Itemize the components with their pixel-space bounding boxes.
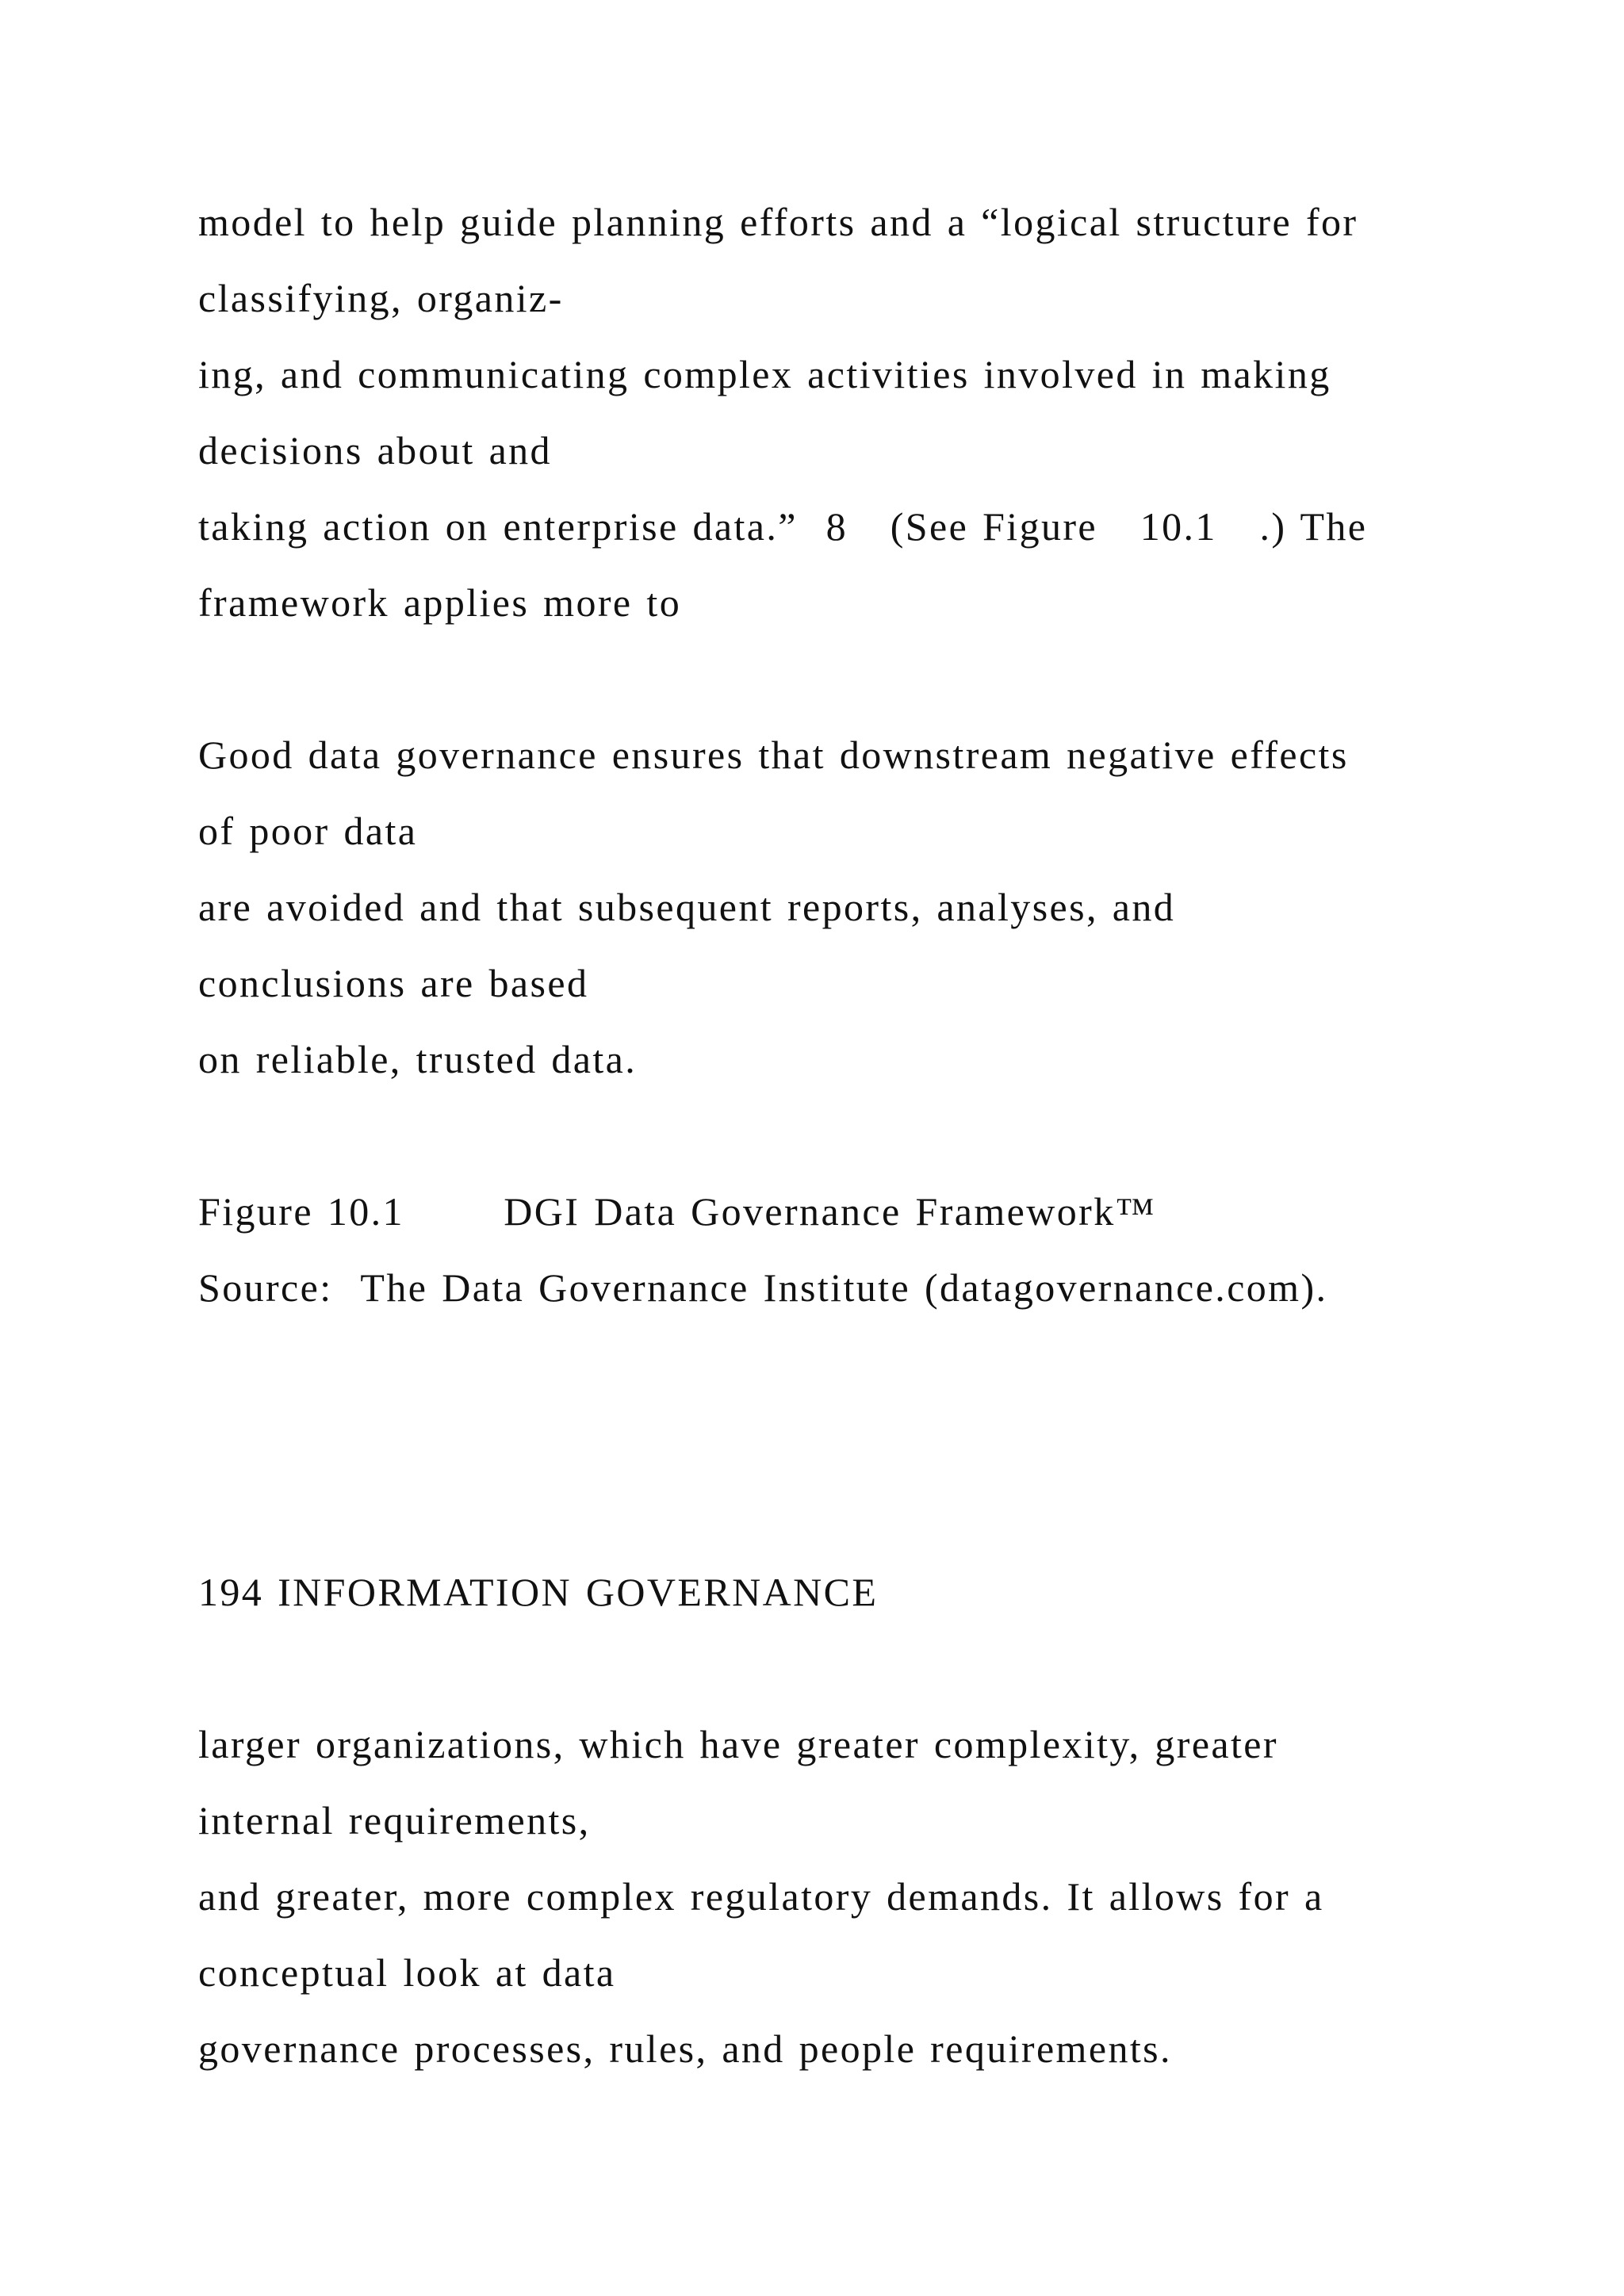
text-line: are avoided and that subsequent reports, analyses, and — [198, 885, 1176, 929]
figure-source: Source: The Data Governance Institute (datagovernance.com). — [198, 1265, 1328, 1310]
text-line: classifying, organiz- — [198, 276, 564, 320]
text-line: conceptual look at data — [198, 1950, 616, 1995]
text-line: internal requirements, — [198, 1798, 591, 1843]
text-line: taking action on enterprise data.” 8 (See Figure 10.1 .) The — [198, 504, 1368, 549]
page-header-text: 194 INFORMATION GOVERNANCE — [198, 1570, 879, 1614]
text-line: Good data governance ensures that downstream negative effects — [198, 733, 1349, 777]
text-line: ing, and communicating complex activities involved in making — [198, 352, 1331, 396]
text-line: and greater, more complex regulatory demands. It allows for a — [198, 1874, 1324, 1919]
text-line: decisions about and — [198, 428, 552, 473]
text-line: framework applies more to — [198, 580, 682, 625]
text-line: governance processes, rules, and people requirements. — [198, 2026, 1172, 2071]
text-line: larger organizations, which have greater complexity, greater — [198, 1722, 1278, 1766]
text-line: conclusions are based — [198, 961, 589, 1005]
text-line: of poor data — [198, 809, 418, 853]
text-line: model to help guide planning efforts and a “logical structure for — [198, 200, 1358, 244]
text-line: on reliable, trusted data. — [198, 1037, 638, 1081]
figure-title: Figure 10.1 DGI Data Governance Framework™ — [198, 1189, 1157, 1234]
